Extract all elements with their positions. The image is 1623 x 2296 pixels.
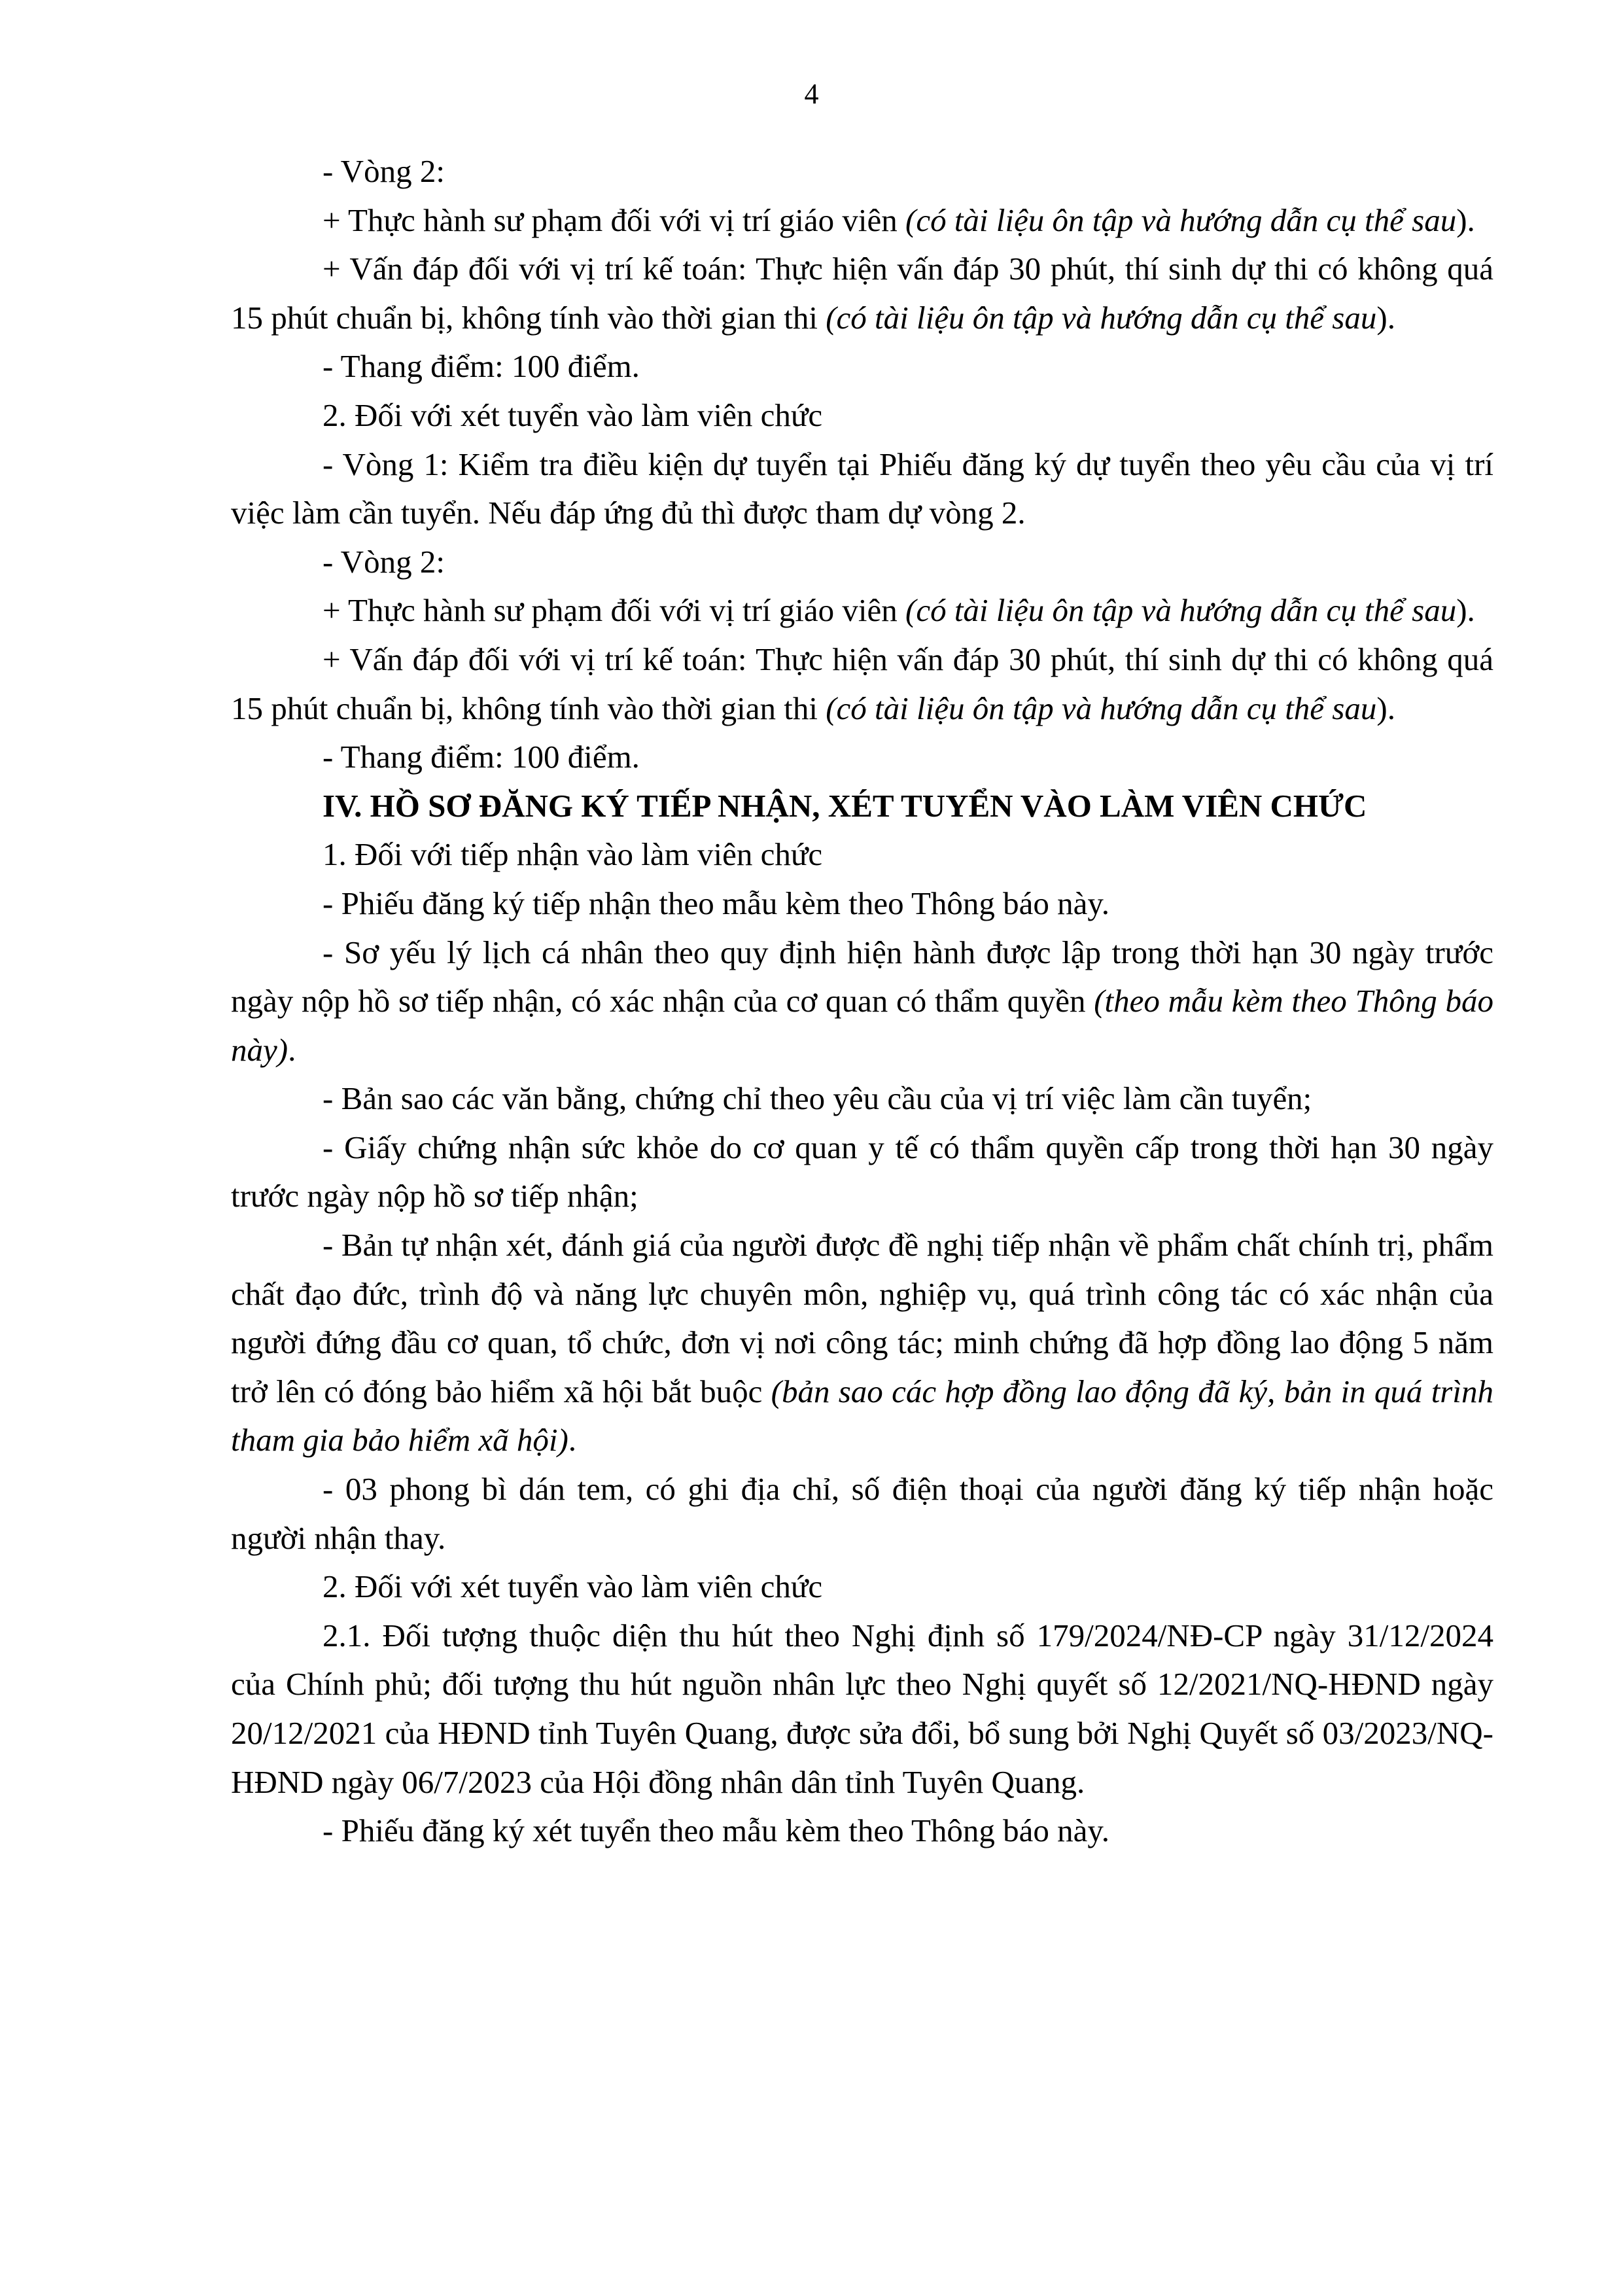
paragraph-thuc-hanh-su-pham: + Thực hành sư phạm đối với vị trí giáo viên (có tài liệu ôn tập và hướng dẫn cụ thể sau). — [323, 202, 1475, 238]
subheading-tiep-nhan: 1. Đối với tiếp nhận vào làm viên chức — [323, 836, 823, 873]
paragraph-vong-1: - Vòng 1: Kiểm tra điều kiện dự tuyển tại Phiếu đăng ký dự tuyển theo yêu cầu của vị trí việc làm cần tuyển. Nếu đáp ứng đủ thì được tham dự vòng 2. — [231, 446, 1493, 531]
paragraph-phieu-dang-ky-tiep-nhan: - Phiếu đăng ký tiếp nhận theo mẫu kèm theo Thông báo này. — [323, 885, 1109, 921]
paragraph-vong-2-b: - Vòng 2: — [323, 543, 445, 580]
paragraph-thang-diem: - Thang điểm: 100 điểm. — [323, 348, 640, 385]
paragraph-ban-tu-nhan-xet: - Bản tự nhận xét, đánh giá của người được đề nghị tiếp nhận về phẩm chất chính trị, phẩm chất đạo đức, trình độ và năng lực chuyên môn, nghiệp vụ, quá trình công tác có xác nhận của người đứng đầu cơ quan, tổ chức, đơn vị nơi công tác; minh chứng đã hợp đồng lao động 5 năm trở lên có đóng bảo hiểm xã hội bắt buộc (bản sao các hợp đồng lao động đã ký, bản in quá trình tham gia bảo hiểm xã hội). — [231, 1227, 1493, 1458]
paragraph-vong-2: - Vòng 2: — [323, 153, 445, 189]
paragraph-van-dap-ke-toan-b: + Vấn đáp đối với vị trí kế toán: Thực hiện vấn đáp 30 phút, thí sinh dự thi có không quá 15 phút chuẩn bị, không tính vào thời gian thi (có tài liệu ôn tập và hướng dẫn cụ thể sau). — [231, 641, 1493, 726]
paragraph-giay-chung-nhan-suc-khoe: - Giấy chứng nhận sức khỏe do cơ quan y tế có thẩm quyền cấp trong thời hạn 30 ngày trước ngày nộp hồ sơ tiếp nhận; — [231, 1129, 1493, 1214]
paragraph-phong-bi: - 03 phong bì dán tem, có ghi địa chỉ, số điện thoại của người đăng ký tiếp nhận hoặc người nhận thay. — [231, 1471, 1493, 1556]
paragraph-phieu-dang-ky-xet-tuyen: - Phiếu đăng ký xét tuyển theo mẫu kèm theo Thông báo này. — [323, 1812, 1109, 1849]
paragraph-thang-diem-b: - Thang điểm: 100 điểm. — [323, 739, 640, 775]
section-heading-iv: IV. HỒ SƠ ĐĂNG KÝ TIẾP NHẬN, XÉT TUYỂN VÀO LÀM VIÊN CHỨC — [323, 787, 1367, 824]
paragraph-ban-sao-van-bang: - Bản sao các văn bằng, chứng chỉ theo yêu cầu của vị trí việc làm cần tuyển; — [323, 1080, 1312, 1117]
document-body — [231, 147, 1493, 1856]
page-number: 4 — [804, 78, 819, 110]
subheading-xet-tuyen-2: 2. Đối với xét tuyển vào làm viên chức — [323, 1568, 823, 1605]
paragraph-thuc-hanh-su-pham-b: + Thực hành sư phạm đối với vị trí giáo viên (có tài liệu ôn tập và hướng dẫn cụ thể sau). — [323, 592, 1475, 629]
paragraph-van-dap-ke-toan: + Vấn đáp đối với vị trí kế toán: Thực hiện vấn đáp 30 phút, thí sinh dự thi có không quá 15 phút chuẩn bị, không tính vào thời gian thi (có tài liệu ôn tập và hướng dẫn cụ thể sau). — [231, 251, 1493, 336]
paragraph-doi-tuong-thu-hut: 2.1. Đối tượng thuộc diện thu hút theo Nghị định số 179/2024/NĐ-CP ngày 31/12/2024 của Chính phủ; đối tượng thu hút nguồn nhân lực theo Nghị quyết số 12/2021/NQ-HĐND ngày 20/12/2021 của HĐND tỉnh Tuyên Quang, được sửa đổi, bổ sung bởi Nghị Quyết số 03/2023/NQ-HĐND ngày 06/7/2023 của Hội đồng nhân dân tỉnh Tuyên Quang. — [231, 1617, 1493, 1800]
subheading-xet-tuyen: 2. Đối với xét tuyển vào làm viên chức — [323, 397, 823, 433]
paragraph-so-yeu-ly-lich: - Sơ yếu lý lịch cá nhân theo quy định hiện hành được lập trong thời hạn 30 ngày trước ngày nộp hồ sơ tiếp nhận, có xác nhận của cơ quan có thẩm quyền (theo mẫu kèm theo Thông báo này). — [231, 934, 1493, 1068]
